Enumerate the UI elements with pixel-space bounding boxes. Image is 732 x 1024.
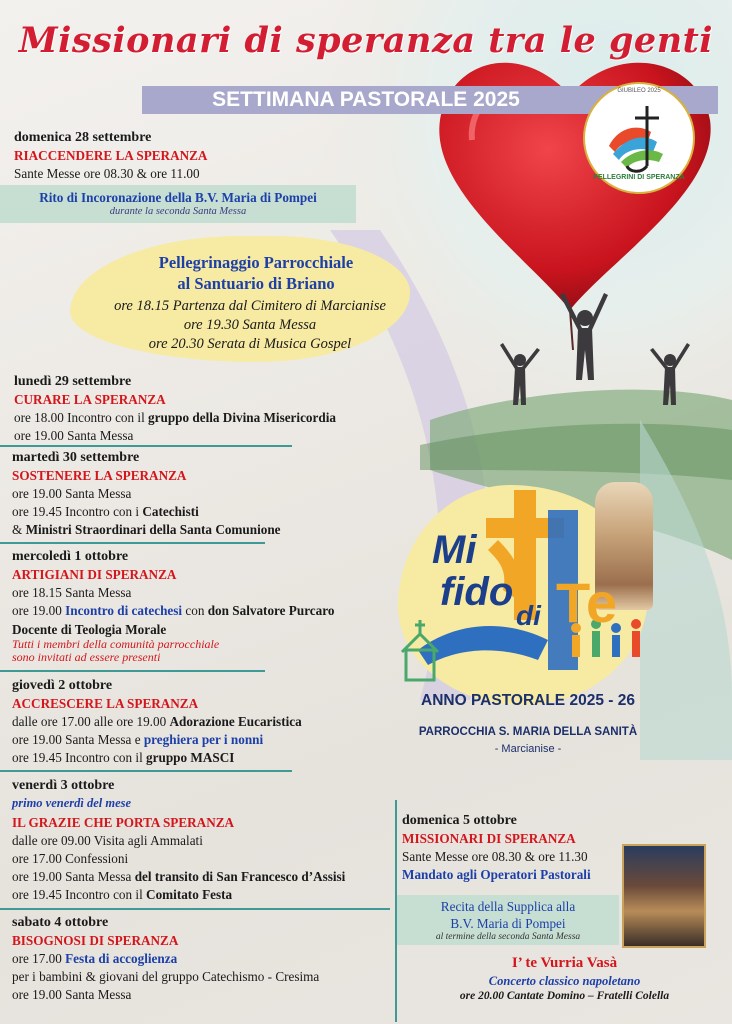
wednesday-theme: ARTIGIANI DI SPERANZA	[12, 567, 177, 582]
tuesday-line2: ore 19.45 Incontro con i Catechisti	[12, 504, 199, 519]
pilgrimage-line2: ore 19.30 Santa Messa	[183, 317, 317, 333]
pilgrimage-line1: ore 18.15 Partenza dal Cimitero di Marcianise	[114, 298, 386, 314]
friday-date: venerdì 3 ottobre	[12, 778, 115, 793]
pastoral-year-logo	[398, 470, 658, 780]
page-title: Missionari di speranza tra le genti	[18, 20, 714, 61]
wednesday-note1: Tutti i membri della comunità parrocchiale	[12, 637, 220, 651]
sunday5-line1: Sante Messe ore 08.30 & ore 11.30	[402, 849, 588, 864]
concert-title: I’ te Vurria Vasà	[511, 955, 618, 971]
friday-line4: ore 19.45 Incontro con il Comitato Festa	[12, 887, 233, 902]
logo-word-fido: fido	[440, 570, 514, 614]
friday-note: primo venerdì del mese	[12, 796, 132, 810]
saturday-line2: per i bambini & giovani del gruppo Catechismo - Cresima	[12, 969, 320, 984]
tuesday-date: martedì 30 settembre	[12, 450, 140, 465]
thursday-line1: dalle ore 17.00 alle ore 19.00 Adorazione Eucaristica	[12, 714, 302, 729]
friday-line2: ore 17.00 Confessioni	[12, 851, 129, 866]
pilgrimage-title2: al Santuario di Briano	[177, 274, 335, 293]
thursday-line3: ore 19.45 Incontro con il gruppo MASCI	[12, 750, 235, 765]
sunday5-line2: Mandato agli Operatori Pastorali	[402, 867, 591, 882]
wednesday-note2: sono invitati ad essere presenti	[12, 650, 161, 664]
wednesday-date: mercoledì 1 ottobre	[12, 549, 129, 564]
divider	[0, 770, 292, 772]
pompei-madonna-image	[622, 844, 706, 948]
sunday28-theme: RIACCENDERE LA SPERANZA	[14, 148, 208, 163]
saturday-line1: ore 17.00 Festa di accoglienza	[12, 951, 178, 966]
thursday-line2: ore 19.00 Santa Messa e preghiera per i nonni	[12, 732, 264, 747]
jubilee-top-text: GIUBILEO 2025	[617, 88, 661, 94]
page-subtitle: SETTIMANA PASTORALE 2025	[212, 88, 520, 111]
monday-theme: CURARE LA SPERANZA	[14, 392, 166, 407]
pastoral-year: ANNO PASTORALE 2025 - 26	[421, 692, 635, 709]
thursday-theme: ACCRESCERE LA SPERANZA	[12, 696, 199, 711]
divider	[0, 670, 265, 672]
saturday-line3: ore 19.00 Santa Messa	[12, 987, 132, 1002]
concert-subtitle: Concerto classico napoletano	[488, 974, 641, 988]
saturday-date: sabato 4 ottobre	[12, 915, 109, 930]
friday-line3: ore 19.00 Santa Messa del transito di San Francesco d’Assisi	[12, 869, 346, 884]
supplica-line1: Recita della Supplica alla	[440, 899, 576, 914]
friday-line1: dalle ore 09.00 Visita agli Ammalati	[12, 833, 203, 848]
supplica-note: al termine della seconda Santa Messa	[435, 932, 581, 942]
tuesday-line3: & Ministri Straordinari della Santa Comunione	[12, 522, 281, 537]
thursday-date: giovedì 2 ottobre	[12, 678, 113, 693]
divider	[0, 908, 390, 910]
logo-word-di: di	[516, 600, 541, 631]
sunday28-line1: Sante Messe ore 08.30 & ore 11.00	[14, 166, 200, 181]
jubilee-logo	[583, 82, 695, 194]
supplica-line2: B.V. Maria di Pompei	[450, 916, 566, 931]
parish-name: PARROCCHIA S. MARIA DELLA SANITÀ	[418, 726, 638, 738]
people-silhouettes-image	[490, 290, 720, 420]
sunday5-theme: MISSIONARI DI SPERANZA	[402, 831, 576, 846]
friday-theme: IL GRAZIE CHE PORTA SPERANZA	[12, 815, 235, 830]
logo-word-mi: Mi	[432, 528, 477, 572]
concert-info: ore 20.00 Cantate Domino – Fratelli Colella	[459, 990, 670, 1002]
sunday28-date: domenica 28 settembre	[14, 130, 152, 145]
coronation-note: durante la seconda Santa Messa	[109, 206, 247, 217]
tuesday-line1: ore 19.00 Santa Messa	[12, 486, 132, 501]
logo-word-te: Te	[556, 571, 618, 634]
wednesday-line1: ore 18.15 Santa Messa	[12, 585, 132, 600]
parish-city: - Marcianise -	[494, 743, 562, 755]
wednesday-line2: ore 19.00 Incontro di catechesi con don Salvatore Purcaro	[12, 603, 335, 618]
saturday-theme: BISOGNOSI DI SPERANZA	[12, 933, 179, 948]
monday-line1: ore 18.00 Incontro con il gruppo della Divina Misericordia	[14, 410, 336, 425]
tuesday-theme: SOSTENERE LA SPERANZA	[12, 468, 187, 483]
divider	[0, 542, 265, 544]
pilgrimage-title1: Pellegrinaggio Parrocchiale	[158, 253, 354, 272]
jubilee-ring-text: PELLEGRINI DI SPERANZA	[593, 174, 685, 181]
sunday5-date: domenica 5 ottobre	[402, 813, 517, 828]
coronation-title: Rito di Incoronazione della B.V. Maria di Pompei	[39, 190, 317, 205]
monday-date: lunedì 29 settembre	[14, 374, 132, 389]
wednesday-line3: Docente di Teologia Morale	[12, 622, 167, 637]
pilgrimage-line3: ore 20.30 Serata di Musica Gospel	[148, 336, 352, 352]
monday-line2: ore 19.00 Santa Messa	[14, 428, 134, 443]
divider	[0, 445, 292, 447]
